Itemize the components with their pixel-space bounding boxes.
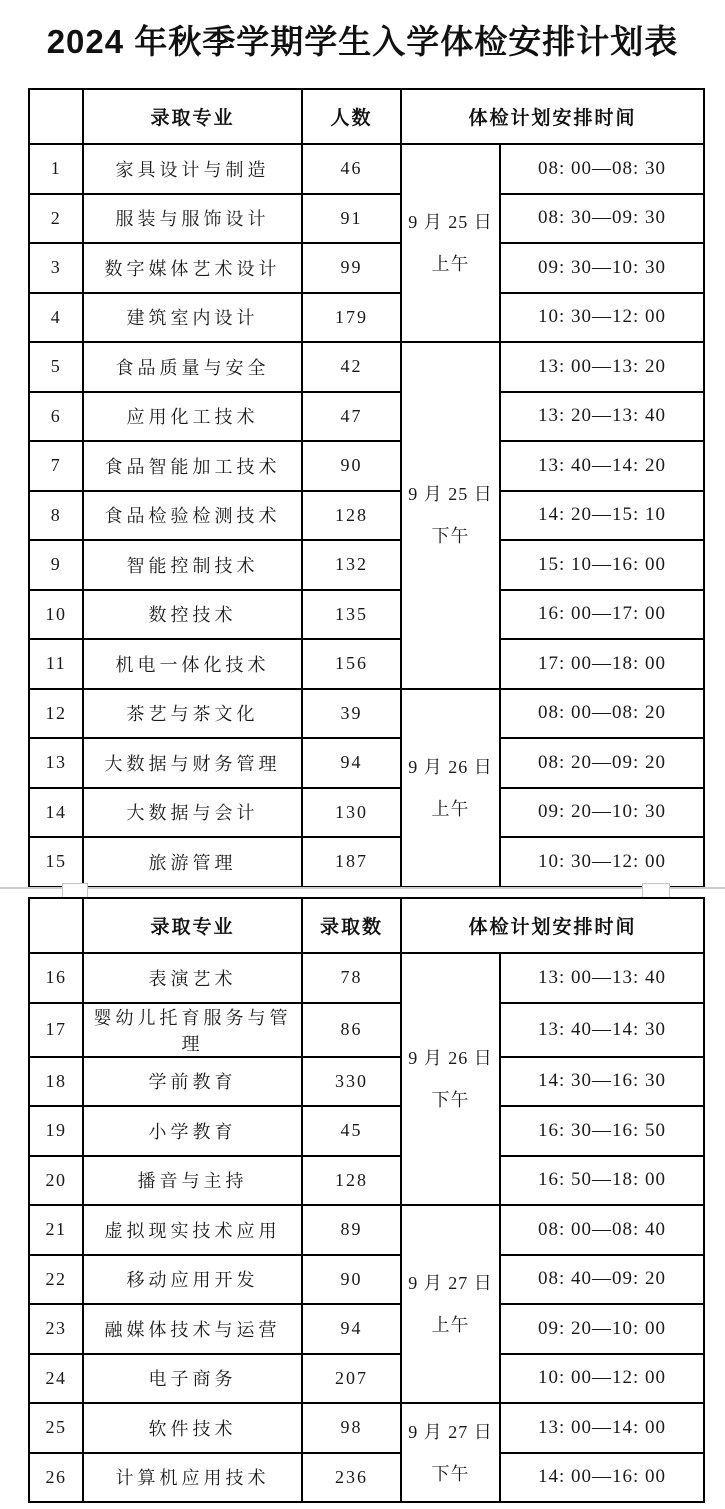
table-row	[29, 639, 704, 689]
table-row	[29, 1156, 704, 1206]
row-index-cell: 26	[29, 1453, 83, 1503]
date-line: 9 月 27 日	[408, 1273, 493, 1293]
date-line: 9 月 25 日	[408, 484, 493, 505]
date-line: 9 月 26 日	[408, 756, 493, 777]
count-cell: 39	[302, 689, 401, 739]
table-row	[29, 1453, 704, 1503]
row-index-cell: 23	[29, 1304, 83, 1354]
count-cell: 128	[302, 491, 401, 541]
period-line: 上午	[431, 254, 470, 274]
count-cell: 187	[302, 837, 401, 887]
major-cell: 数控技术	[83, 590, 302, 640]
major-cell: 大数据与财务管理	[83, 738, 302, 788]
table-row	[29, 1354, 704, 1404]
major-cell: 播音与主持	[83, 1156, 302, 1206]
date-cell	[401, 1205, 500, 1403]
row-index-cell: 3	[29, 243, 83, 293]
count-cell: 78	[302, 953, 401, 1003]
header-index	[29, 89, 83, 144]
date-cell	[401, 144, 500, 342]
time-cell: 08: 40—09: 20	[500, 1255, 704, 1305]
major-cell: 小学教育	[83, 1106, 302, 1156]
table-row	[29, 1205, 704, 1255]
period-line: 下午	[431, 526, 470, 547]
major-cell: 学前教育	[83, 1057, 302, 1107]
count-cell: 89	[302, 1205, 401, 1255]
time-cell: 14: 20—15: 10	[500, 491, 704, 541]
time-cell: 10: 30—12: 00	[500, 837, 704, 887]
time-cell: 09: 30—10: 30	[500, 243, 704, 293]
period-line: 下午	[431, 1463, 470, 1484]
major-cell: 食品检验检测技术	[83, 491, 302, 541]
time-cell: 08: 00—08: 20	[500, 689, 704, 739]
time-cell: 16: 50—18: 00	[500, 1156, 704, 1206]
table-row	[29, 738, 704, 788]
count-cell: 98	[302, 1403, 401, 1453]
time-cell: 10: 00—12: 00	[500, 1354, 704, 1404]
table-row	[29, 1106, 704, 1156]
header-schedule: 体检计划安排时间	[401, 898, 704, 953]
major-cell: 机电一体化技术	[83, 639, 302, 689]
time-cell: 13: 00—13: 20	[500, 342, 704, 392]
row-index-cell: 22	[29, 1255, 83, 1305]
header-index	[29, 898, 83, 953]
row-index-cell: 21	[29, 1205, 83, 1255]
time-cell: 13: 00—13: 40	[500, 953, 704, 1003]
major-cell: 茶艺与茶文化	[83, 689, 302, 739]
count-cell: 130	[302, 788, 401, 838]
table-row	[29, 788, 704, 838]
count-cell: 42	[302, 342, 401, 392]
time-cell: 13: 00—14: 00	[500, 1403, 704, 1453]
period-line: 上午	[431, 1315, 470, 1335]
schedule-table-page2	[28, 897, 705, 1503]
major-cell: 表演艺术	[83, 953, 302, 1003]
time-cell: 16: 30—16: 50	[500, 1106, 704, 1156]
row-index-cell: 2	[29, 194, 83, 244]
table-row	[29, 590, 704, 640]
time-cell: 15: 10—16: 00	[500, 540, 704, 590]
time-cell: 13: 40—14: 30	[500, 1003, 704, 1057]
major-cell: 计算机应用技术	[83, 1453, 302, 1503]
table-row	[29, 491, 704, 541]
row-index-cell: 5	[29, 342, 83, 392]
table-header-row	[29, 898, 704, 953]
count-cell: 90	[302, 441, 401, 491]
table-row	[29, 1057, 704, 1107]
time-cell: 08: 30—09: 30	[500, 194, 704, 244]
time-cell: 08: 20—09: 20	[500, 738, 704, 788]
time-cell: 08: 00—08: 30	[500, 144, 704, 194]
time-cell: 08: 00—08: 40	[500, 1205, 704, 1255]
time-cell: 13: 40—14: 20	[500, 441, 704, 491]
row-index-cell: 20	[29, 1156, 83, 1206]
table-row	[29, 540, 704, 590]
count-cell: 46	[302, 144, 401, 194]
table-row	[29, 144, 704, 194]
major-cell: 电子商务	[83, 1354, 302, 1404]
count-cell: 179	[302, 293, 401, 343]
time-cell: 17: 00—18: 00	[500, 639, 704, 689]
row-index-cell: 9	[29, 540, 83, 590]
row-index-cell: 14	[29, 788, 83, 838]
row-index-cell: 8	[29, 491, 83, 541]
table-row	[29, 1403, 704, 1453]
major-cell: 服装与服饰设计	[83, 194, 302, 244]
date-line: 9 月 27 日	[408, 1421, 493, 1442]
table-row	[29, 1304, 704, 1354]
table-row	[29, 392, 704, 442]
time-cell: 14: 00—16: 00	[500, 1453, 704, 1503]
count-cell: 47	[302, 392, 401, 442]
date-cell	[401, 689, 500, 887]
table-row	[29, 342, 704, 392]
count-cell: 94	[302, 1304, 401, 1354]
time-cell: 13: 20—13: 40	[500, 392, 704, 442]
table-row	[29, 953, 704, 1003]
date-cell	[401, 342, 500, 689]
time-cell: 10: 30—12: 00	[500, 293, 704, 343]
count-cell: 128	[302, 1156, 401, 1206]
count-cell: 91	[302, 194, 401, 244]
count-cell: 90	[302, 1255, 401, 1305]
header-count: 录取数	[302, 898, 401, 953]
header-major: 录取专业	[83, 89, 302, 144]
major-cell: 融媒体技术与运营	[83, 1304, 302, 1354]
table-row	[29, 293, 704, 343]
major-cell: 应用化工技术	[83, 392, 302, 442]
time-cell: 14: 30—16: 30	[500, 1057, 704, 1107]
table-row	[29, 441, 704, 491]
count-cell: 207	[302, 1354, 401, 1404]
date-cell	[401, 953, 500, 1205]
table-row	[29, 243, 704, 293]
count-cell: 132	[302, 540, 401, 590]
date-line: 9 月 26 日	[408, 1048, 493, 1068]
table-row	[29, 1003, 704, 1057]
period-line: 下午	[431, 1090, 470, 1110]
row-index-cell: 12	[29, 689, 83, 739]
row-index-cell: 6	[29, 392, 83, 442]
major-cell: 智能控制技术	[83, 540, 302, 590]
row-index-cell: 7	[29, 441, 83, 491]
table-row	[29, 1255, 704, 1305]
period-line: 上午	[431, 798, 470, 819]
row-index-cell: 17	[29, 1003, 83, 1057]
header-major: 录取专业	[83, 898, 302, 953]
count-cell: 156	[302, 639, 401, 689]
schedule-table-page1	[28, 88, 705, 888]
count-cell: 135	[302, 590, 401, 640]
row-index-cell: 15	[29, 837, 83, 887]
major-cell: 数字媒体艺术设计	[83, 243, 302, 293]
table-row	[29, 837, 704, 887]
time-cell: 16: 00—17: 00	[500, 590, 704, 640]
major-cell: 旅游管理	[83, 837, 302, 887]
major-cell: 虚拟现实技术应用	[83, 1205, 302, 1255]
row-index-cell: 18	[29, 1057, 83, 1107]
row-index-cell: 19	[29, 1106, 83, 1156]
major-cell: 食品质量与安全	[83, 342, 302, 392]
table-row	[29, 194, 704, 244]
major-cell: 建筑室内设计	[83, 293, 302, 343]
time-cell: 09: 20—10: 00	[500, 1304, 704, 1354]
row-index-cell: 25	[29, 1403, 83, 1453]
major-cell: 大数据与会计	[83, 788, 302, 838]
count-cell: 236	[302, 1453, 401, 1503]
major-cell: 软件技术	[83, 1403, 302, 1453]
count-cell: 45	[302, 1106, 401, 1156]
count-cell: 99	[302, 243, 401, 293]
table-row	[29, 689, 704, 739]
header-count: 人数	[302, 89, 401, 144]
time-cell: 09: 20—10: 30	[500, 788, 704, 838]
row-index-cell: 11	[29, 639, 83, 689]
date-cell	[401, 1403, 500, 1502]
major-cell: 食品智能加工技术	[83, 441, 302, 491]
major-cell: 婴幼儿托育服务与管理	[83, 1003, 302, 1057]
row-index-cell: 10	[29, 590, 83, 640]
date-line: 9 月 25 日	[408, 212, 493, 232]
row-index-cell: 4	[29, 293, 83, 343]
major-cell: 移动应用开发	[83, 1255, 302, 1305]
count-cell: 94	[302, 738, 401, 788]
row-index-cell: 13	[29, 738, 83, 788]
page-title: 2024 年秋季学期学生入学体检安排计划表	[46, 23, 679, 60]
row-index-cell: 1	[29, 144, 83, 194]
count-cell: 86	[302, 1003, 401, 1057]
table-header-row	[29, 89, 704, 144]
page-break-line	[0, 887, 725, 889]
major-cell: 家具设计与制造	[83, 144, 302, 194]
count-cell: 330	[302, 1057, 401, 1107]
row-index-cell: 16	[29, 953, 83, 1003]
row-index-cell: 24	[29, 1354, 83, 1404]
header-schedule: 体检计划安排时间	[401, 89, 704, 144]
